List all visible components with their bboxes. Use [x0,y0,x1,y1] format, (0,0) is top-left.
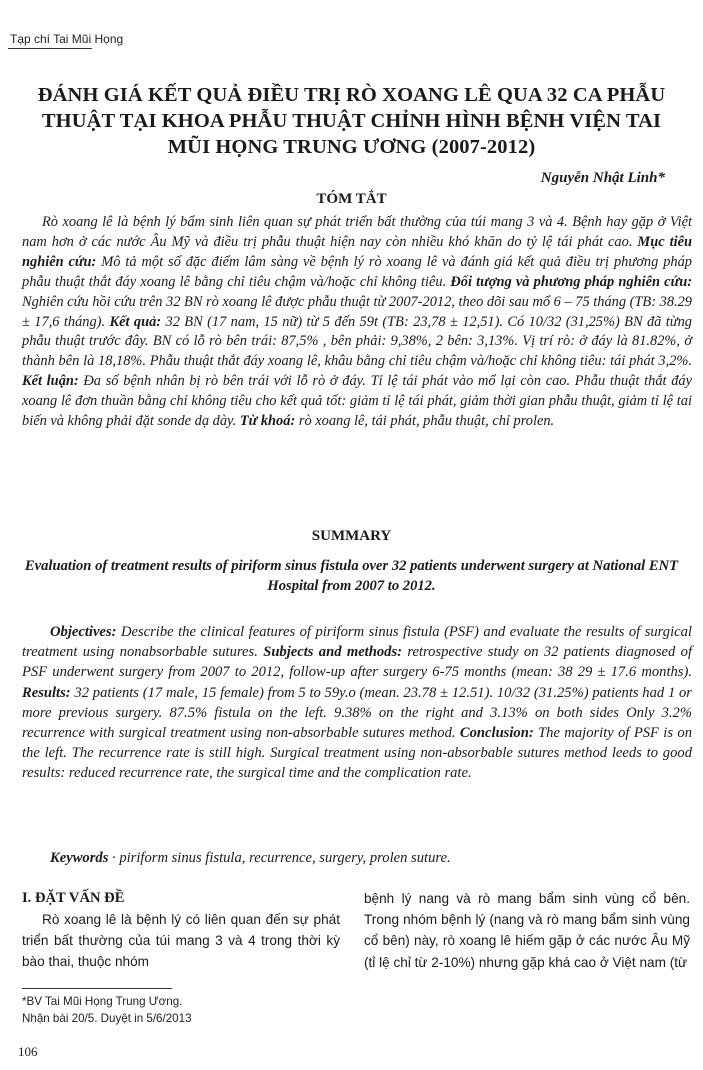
results-label: Kết quả: [109,313,162,330]
footnotes [22,993,342,1027]
conclusion-label: Kết luận: [22,373,79,390]
author-name: Nguyễn Nhật Linh* [540,170,665,186]
abstract-vietnamese [22,213,692,432]
header-rule [8,48,92,49]
keywords-en: Keywords · piriform sinus fistula, recurrence, surgery, prolen suture. [50,850,451,866]
objectives-label-en: Objectives: [50,624,117,640]
objective-text: Mô tả một số đặc điểm lâm sàng về bệnh lý rò xoang lê và đánh giá kết quả điều trị phương pháp phẫu thuật thắt đáy xoang lê bằng chỉ tiêu chậm và/hoặc chỉ không tiêu. [22,253,692,290]
page-number: 106 [18,1044,38,1059]
journal-name: Tạp chí Tai Mũi Họng [10,32,124,46]
results-text: 32 BN (17 nam, 15 nữ) từ 5 đến 59t (TB: 23,78 ± 12,51). Có 10/32 (31,25%) BN đã từng phẫu thuật trước đây. BN có lỗ rò bên trái: 87,5% , bên phải: 9,38%, 2 bên: 3,13%. Vị trí rò: ở đáy là 81.82%, ở thành bên là 18,18%. Phẫu thuật thắt đáy xoang lê, khâu bằng chỉ tiêu chậm và/hoặc chỉ không tiêu: tái phát 3,2%. [22,313,692,370]
abstract-heading-vi: TÓM TẮT [316,191,387,207]
conclusion-text-en: The majority of PSF is on the left. The recurrence rate is still high. Surgical treatment using non-absorbable sutures method leeds to good results: reduced recurrence rate, the surgical time and the complication rate. [22,725,692,782]
results-text-en: 32 patients (17 male, 15 female) from 5 to 59y.o (mean. 23.78 ± 12.51). 10/32 (31.25%) patients had 1 or more previous surgery. 87.5% fistula on the left. 9.38% on the right and 3.13% on both sides Only 3.2% recurrence with surgical treatment using non-absorbable sutures method. [22,684,692,742]
footnote-received: Nhận bài 20/5. Duyệt in 5/6/2013 [22,1012,192,1025]
methods-label-en: Subjects and methods: [263,644,402,661]
conclusion-text: Đa số bệnh nhân bị rò bên trái với lỗ rò ở đáy. Tỉ lệ tái phát vào mổ lại còn cao. Phẫu thuật thắt đáy xoang lê đơn thuần bằng chỉ không tiêu cho kết quả tốt: giảm tỉ lệ tái phát, giảm thời gian phẫu thuật, giảm tỉ lệ tai biến và không phải đặt sonde dạ dày. [22,373,693,430]
keywords-text-vi: rò xoang lê, tái phát, phẫu thuật, chỉ prolen. [298,413,555,430]
objective-label: Mục tiêu nghiên cứu: [22,233,692,270]
keywords-text-en: piriform sinus fistula, recurrence, surgery, prolen suture. [119,850,451,866]
footnote-rule [22,988,172,989]
conclusion-label-en: Conclusion: [459,725,534,742]
objectives-text-en: Describe the clinical features of piriform sinus fistula (PSF) and evaluate the results of surgical treatment using nonabsorbable sutures. [22,624,692,661]
keywords-label-vi: Từ khoá: [239,413,296,430]
abstract-intro: Rò xoang lê là bệnh lý bẩm sinh liên quan sự phát triển bất thường của túi mang 3 và 4. Bệnh hay gặp ở Việt nam hơn ở các nước Âu Mỹ và điều trị phẫu thuật hiện nay còn nhiều khó khăn do tỷ lệ tái phát cao. [22,214,692,250]
footnote-affiliation: *BV Tai Mũi Họng Trung Ương. [22,995,183,1008]
methods-text-en: retrospective study on 32 patients diagnosed of PSF underwent surgery from 2007 to 2012, follow-up after surgery 6-75 months (mean: 38 29 ± 17.6 months). [22,644,692,681]
section-heading: I. ĐẶT VẤN ĐỀ [22,890,125,906]
body-text-right: bệnh lý nang và rò mang bẩm sinh vùng cổ bên. Trong nhóm bệnh lý (nang và rò mang bẩm sinh vùng cổ bên) này, rò xoang lê hiếm gặp ở các nước Âu Mỹ (tỉ lệ chỉ từ 2-10%) nhưng gặp khá cao ở Việt nam (từ [364,891,690,970]
abstract-english [22,622,692,784]
keywords-label-en: Keywords [50,850,109,866]
methods-text: Nghiên cứu hồi cứu trên 32 BN rò xoang lê được phẫu thuật từ 2007-2012, theo dõi sau mổ 6 – 75 tháng (TB: 38.29 ± 17,6 tháng). [22,293,692,330]
methods-label: Đối tượng và phương pháp nghiên cứu: [450,273,692,290]
results-label-en: Results: [22,684,71,701]
summary-heading: SUMMARY [311,528,392,544]
summary-title: Evaluation of treatment results of piriform sinus fistula over 32 patients underwent surgery at National ENT Hospital from 2007 to 2012. [24,558,679,594]
body-text-left: Rò xoang lê là bệnh lý có liên quan đến sự phát triển bất thường của túi mang 3 và 4 trong thời kỳ bào thai, thuộc nhóm [22,912,340,970]
article-title: ĐÁNH GIÁ KẾT QUẢ ĐIỀU TRỊ RÒ XOANG LÊ QUA 32 CA PHẪU THUẬT TẠI KHOA PHẪU THUẬT CHỈNH HÌNH BỆNH VIỆN TAI MŨI HỌNG TRUNG ƯƠNG (2007-2012) [37,84,666,158]
body-column-left [22,890,340,973]
